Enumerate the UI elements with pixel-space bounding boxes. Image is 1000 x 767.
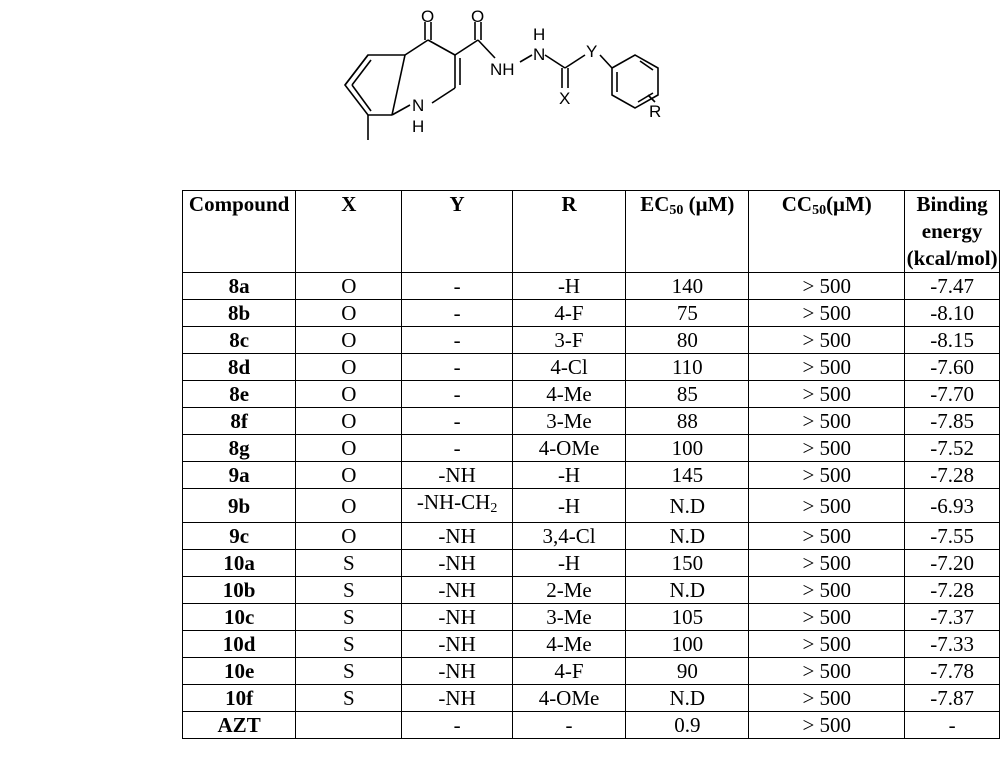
table-row xyxy=(183,550,1000,577)
table-row xyxy=(183,685,1000,712)
cell-compound: 10d xyxy=(183,631,296,658)
cell-binding: -7.87 xyxy=(905,685,1000,712)
cell-y xyxy=(402,489,512,523)
cell-x: S xyxy=(296,604,402,631)
header-binding-line3: (kcal/mol) xyxy=(906,246,998,270)
cell-r: 4-OMe xyxy=(512,685,626,712)
cell-r: 4-Me xyxy=(512,631,626,658)
atom-h-hydrazide: H xyxy=(533,25,546,44)
cell-r: 4-F xyxy=(512,300,626,327)
table-row xyxy=(183,408,1000,435)
atom-n-ring: N xyxy=(412,96,425,115)
cell-compound: AZT xyxy=(183,712,296,739)
cell-compound: 10c xyxy=(183,604,296,631)
cell-x: O xyxy=(296,435,402,462)
cell-binding: -7.60 xyxy=(905,354,1000,381)
table-row xyxy=(183,354,1000,381)
cell-binding: -7.52 xyxy=(905,435,1000,462)
cell-cc50: > 500 xyxy=(749,712,905,739)
atom-n-hydrazide: N xyxy=(533,45,546,64)
cell-r: 4-Cl xyxy=(512,354,626,381)
table-row xyxy=(183,577,1000,604)
cell-ec50: 110 xyxy=(626,354,749,381)
cell-y: - xyxy=(402,435,512,462)
cell-cc50: > 500 xyxy=(749,658,905,685)
cell-r: 4-Me xyxy=(512,381,626,408)
cell-compound: 9b xyxy=(183,489,296,523)
header-ec50-unit: (μM) xyxy=(683,192,735,216)
cell-ec50: 88 xyxy=(626,408,749,435)
cell-x: O xyxy=(296,462,402,489)
cell-r: 3-Me xyxy=(512,604,626,631)
cell-ec50: N.D xyxy=(626,523,749,550)
cell-r: 3-Me xyxy=(512,408,626,435)
cell-cc50: > 500 xyxy=(749,408,905,435)
cell-ec50: 80 xyxy=(626,327,749,354)
cell-r: 3,4-Cl xyxy=(512,523,626,550)
cell-r: -H xyxy=(512,273,626,300)
cell-x: S xyxy=(296,685,402,712)
cell-cc50: > 500 xyxy=(749,381,905,408)
header-r: R xyxy=(512,191,626,273)
cell-cc50: > 500 xyxy=(749,354,905,381)
cell-y: - xyxy=(402,300,512,327)
cell-x: O xyxy=(296,408,402,435)
cell-r: 4-OMe xyxy=(512,435,626,462)
cell-ec50: 75 xyxy=(626,300,749,327)
cell-ec50: 100 xyxy=(626,435,749,462)
cell-x: S xyxy=(296,577,402,604)
table-body xyxy=(183,273,1000,739)
header-binding-energy xyxy=(905,191,1000,273)
cell-binding: -8.10 xyxy=(905,300,1000,327)
cell-ec50: 150 xyxy=(626,550,749,577)
cell-binding: -7.28 xyxy=(905,577,1000,604)
cell-compound: 8a xyxy=(183,273,296,300)
cell-r: -H xyxy=(512,489,626,523)
cell-cc50: > 500 xyxy=(749,462,905,489)
cell-r: -H xyxy=(512,462,626,489)
cell-y: - xyxy=(402,273,512,300)
header-binding-line2: energy xyxy=(921,219,983,243)
cell-r: 2-Me xyxy=(512,577,626,604)
chemical-structure xyxy=(0,0,1000,180)
table-row xyxy=(183,381,1000,408)
atom-nh-amide: NH xyxy=(490,60,515,79)
cell-x: O xyxy=(296,300,402,327)
results-table xyxy=(182,190,1000,739)
cell-ec50: 90 xyxy=(626,658,749,685)
cell-cc50: > 500 xyxy=(749,523,905,550)
cell-y-subscript: 2 xyxy=(490,501,498,516)
header-row xyxy=(183,191,1000,273)
cell-cc50: > 500 xyxy=(749,327,905,354)
cell-compound: 8f xyxy=(183,408,296,435)
header-cc50-text: CC xyxy=(781,192,813,216)
cell-compound: 8g xyxy=(183,435,296,462)
cell-binding: -6.93 xyxy=(905,489,1000,523)
cell-r: 4-F xyxy=(512,658,626,685)
table-row xyxy=(183,300,1000,327)
cell-ec50: 0.9 xyxy=(626,712,749,739)
cell-y-text: -NH-CH xyxy=(416,490,491,514)
header-cc50-unit: (μM) xyxy=(826,192,872,216)
cell-cc50: > 500 xyxy=(749,300,905,327)
cell-ec50: 100 xyxy=(626,631,749,658)
cell-binding: -7.28 xyxy=(905,462,1000,489)
cell-binding: -7.70 xyxy=(905,381,1000,408)
cell-x: S xyxy=(296,631,402,658)
cell-binding: -7.47 xyxy=(905,273,1000,300)
cell-compound: 8d xyxy=(183,354,296,381)
cell-binding: -7.78 xyxy=(905,658,1000,685)
header-compound: Compound xyxy=(183,191,296,273)
table-row xyxy=(183,712,1000,739)
cell-cc50: > 500 xyxy=(749,604,905,631)
cell-y: -NH xyxy=(402,658,512,685)
cell-y: - xyxy=(402,354,512,381)
cell-compound: 8b xyxy=(183,300,296,327)
cell-y: -NH xyxy=(402,523,512,550)
table-row xyxy=(183,462,1000,489)
cell-cc50: > 500 xyxy=(749,273,905,300)
cell-x xyxy=(296,712,402,739)
table-row xyxy=(183,327,1000,354)
cell-cc50: > 500 xyxy=(749,489,905,523)
cell-r: - xyxy=(512,712,626,739)
table-row xyxy=(183,631,1000,658)
atom-o-amide: O xyxy=(471,7,485,26)
header-ec50 xyxy=(626,191,749,273)
structure-bonds xyxy=(345,22,658,140)
header-cc50 xyxy=(749,191,905,273)
cell-x: O xyxy=(296,354,402,381)
header-x: X xyxy=(296,191,402,273)
cell-binding: -7.33 xyxy=(905,631,1000,658)
cell-y: -NH xyxy=(402,685,512,712)
atom-x: X xyxy=(559,89,571,108)
cell-ec50: 105 xyxy=(626,604,749,631)
cell-cc50: > 500 xyxy=(749,550,905,577)
cell-compound: 8e xyxy=(183,381,296,408)
cell-compound: 8c xyxy=(183,327,296,354)
cell-y: -NH xyxy=(402,550,512,577)
cell-binding: -8.15 xyxy=(905,327,1000,354)
header-ec50-text: EC xyxy=(640,192,670,216)
cell-x: S xyxy=(296,658,402,685)
cell-compound: 10b xyxy=(183,577,296,604)
table-row xyxy=(183,604,1000,631)
cell-ec50: 85 xyxy=(626,381,749,408)
cell-y: - xyxy=(402,408,512,435)
cell-x: O xyxy=(296,489,402,523)
atom-o-ketone: O xyxy=(421,7,435,26)
table-row xyxy=(183,489,1000,523)
cell-cc50: > 500 xyxy=(749,577,905,604)
cell-cc50: > 500 xyxy=(749,631,905,658)
cell-binding: -7.20 xyxy=(905,550,1000,577)
cell-y: -NH xyxy=(402,577,512,604)
cell-r: 3-F xyxy=(512,327,626,354)
cell-y: -NH xyxy=(402,604,512,631)
cell-compound: 9c xyxy=(183,523,296,550)
cell-compound: 10a xyxy=(183,550,296,577)
cell-ec50: N.D xyxy=(626,489,749,523)
cell-binding: -7.55 xyxy=(905,523,1000,550)
cell-y: -NH xyxy=(402,462,512,489)
header-binding-line1: Binding xyxy=(916,192,988,216)
cell-compound: 10f xyxy=(183,685,296,712)
cell-y: - xyxy=(402,712,512,739)
header-y: Y xyxy=(402,191,512,273)
table-row xyxy=(183,435,1000,462)
cell-r: -H xyxy=(512,550,626,577)
cell-x: O xyxy=(296,327,402,354)
table-row xyxy=(183,273,1000,300)
cell-binding: - xyxy=(905,712,1000,739)
cell-x: O xyxy=(296,273,402,300)
atom-h-ring: H xyxy=(412,117,425,136)
cell-ec50: 145 xyxy=(626,462,749,489)
table-row xyxy=(183,523,1000,550)
header-ec50-subscript: 50 xyxy=(669,203,684,218)
cell-compound: 9a xyxy=(183,462,296,489)
cell-binding: -7.37 xyxy=(905,604,1000,631)
cell-y: - xyxy=(402,381,512,408)
cell-cc50: > 500 xyxy=(749,435,905,462)
cell-cc50: > 500 xyxy=(749,685,905,712)
cell-y: -NH xyxy=(402,631,512,658)
cell-x: O xyxy=(296,381,402,408)
cell-x: S xyxy=(296,550,402,577)
header-cc50-subscript: 50 xyxy=(812,203,827,218)
atom-r: R xyxy=(649,102,662,121)
cell-ec50: N.D xyxy=(626,577,749,604)
cell-binding: -7.85 xyxy=(905,408,1000,435)
cell-ec50: N.D xyxy=(626,685,749,712)
cell-compound: 10e xyxy=(183,658,296,685)
cell-y: - xyxy=(402,327,512,354)
cell-ec50: 140 xyxy=(626,273,749,300)
cell-x: O xyxy=(296,523,402,550)
table-row xyxy=(183,658,1000,685)
atom-y: Y xyxy=(586,42,598,61)
